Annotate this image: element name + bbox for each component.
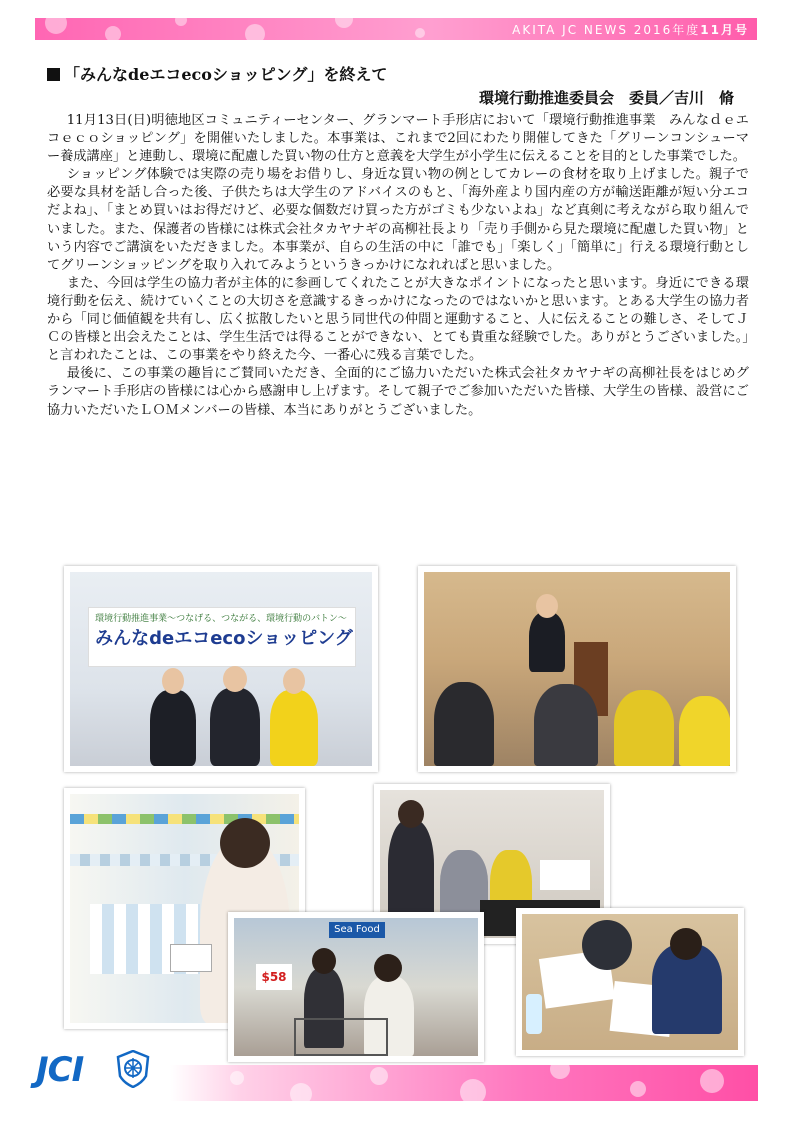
- paragraph-4: 最後に、この事業の趣旨にご賛同いただき、全面的にご協力いただいた株式会社タカヤナギの高柳社長をはじめグランマート手形店の皆様には心から感謝申し上げます。そして親子でご参加いただいた皆様、大学生の皆様、設営にご協力いただいたＬＯＭメンバーの皆様、本当にありがとうございました。: [47, 366, 749, 418]
- paragraph-3: また、今回は学生の協力者が主体的に参画してくれたことが大きなポイントになったと思います。身近にできる環境行動を伝え、続けていくことの大切さを意識するきっかけになったのではないかと思います。とある大学生の協力者から「同じ価値観を共有し、広く拡散したいと思う同世代の仲間と運動すること、人に伝えることの難しさ、そしてＪＣの皆様と出会えたことは、学生生活では得ることができない、とても貴重な経験でした。ありがとうございました。」と言われたことは、この事業をやり終えた今、一番心に残る言葉でした。: [47, 275, 749, 364]
- photo-store-kids: [228, 912, 484, 1062]
- article-body: [47, 112, 749, 420]
- article-title-line: [47, 62, 387, 85]
- price-tag: $58: [256, 964, 292, 990]
- jci-logo: [36, 1048, 156, 1088]
- issue-label: 11月号: [700, 23, 749, 37]
- article-byline: 環境行動推進委員会 委員／吉川 脩: [478, 89, 734, 107]
- banner-title: みんなdeエコecoショッピング: [95, 627, 353, 649]
- newsletter-name: AKITA JC NEWS 2016年度: [512, 23, 701, 37]
- event-banner: [88, 607, 356, 667]
- store-sign: Sea Food: [329, 922, 385, 938]
- paragraph-1: 11月13日(日)明徳地区コミュニティーセンター、グランマート手形店において「環境行動推進事業 みんなｄｅエコｅｃｏショッピング」を開催いたしました。本事業は、これまで2回にわたり開催してきた「グリーンコンシューマー養成講座」と連動し、環境に配慮した買い物の仕方と意義を大学生が小学生に伝えることを目的とした事業でした。: [47, 113, 749, 165]
- footer-band: [170, 1065, 758, 1101]
- newsletter-header: [512, 21, 749, 38]
- photo-kids-writing: [516, 908, 744, 1056]
- header-band: [35, 18, 757, 40]
- jci-emblem-icon: [116, 1050, 150, 1088]
- photo-lecture: [418, 566, 736, 772]
- photo-event-banner: [64, 566, 378, 772]
- banner-subtitle: 環境行動推進事業～つなげる、つながる、環境行動のバトン～: [95, 613, 347, 624]
- jci-logo-text: JCI: [36, 1050, 84, 1090]
- bullet-square-icon: [47, 68, 60, 81]
- article-title: 「みんなdeエコecoショッピング」を終えて: [64, 65, 388, 84]
- paragraph-2: ショッピング体験では実際の売り場をお借りし、身近な買い物の例としてカレーの食材を取り上げました。親子で必要な具材を話し合った後、子供たちは大学生のアドバイスのもと、「海外産より国内産の方が輸送距離が短い分エコだよね」、「まとめ買いはお得だけど、必要な個数だけ買った方がゴミも少ないよね」など真剣に考えながら取り組んでいました。また、保護者の皆様には株式会社タカヤナギの高柳社長より「売り手側から見た環境に配慮した買い物」という内容でご講演をいただきました。本事業が、自らの生活の中に「誰でも」「楽しく」「簡単に」行える環境行動としてグリーンショッピングを取り入れてみようというきっかけになれればと思いました。: [47, 167, 749, 273]
